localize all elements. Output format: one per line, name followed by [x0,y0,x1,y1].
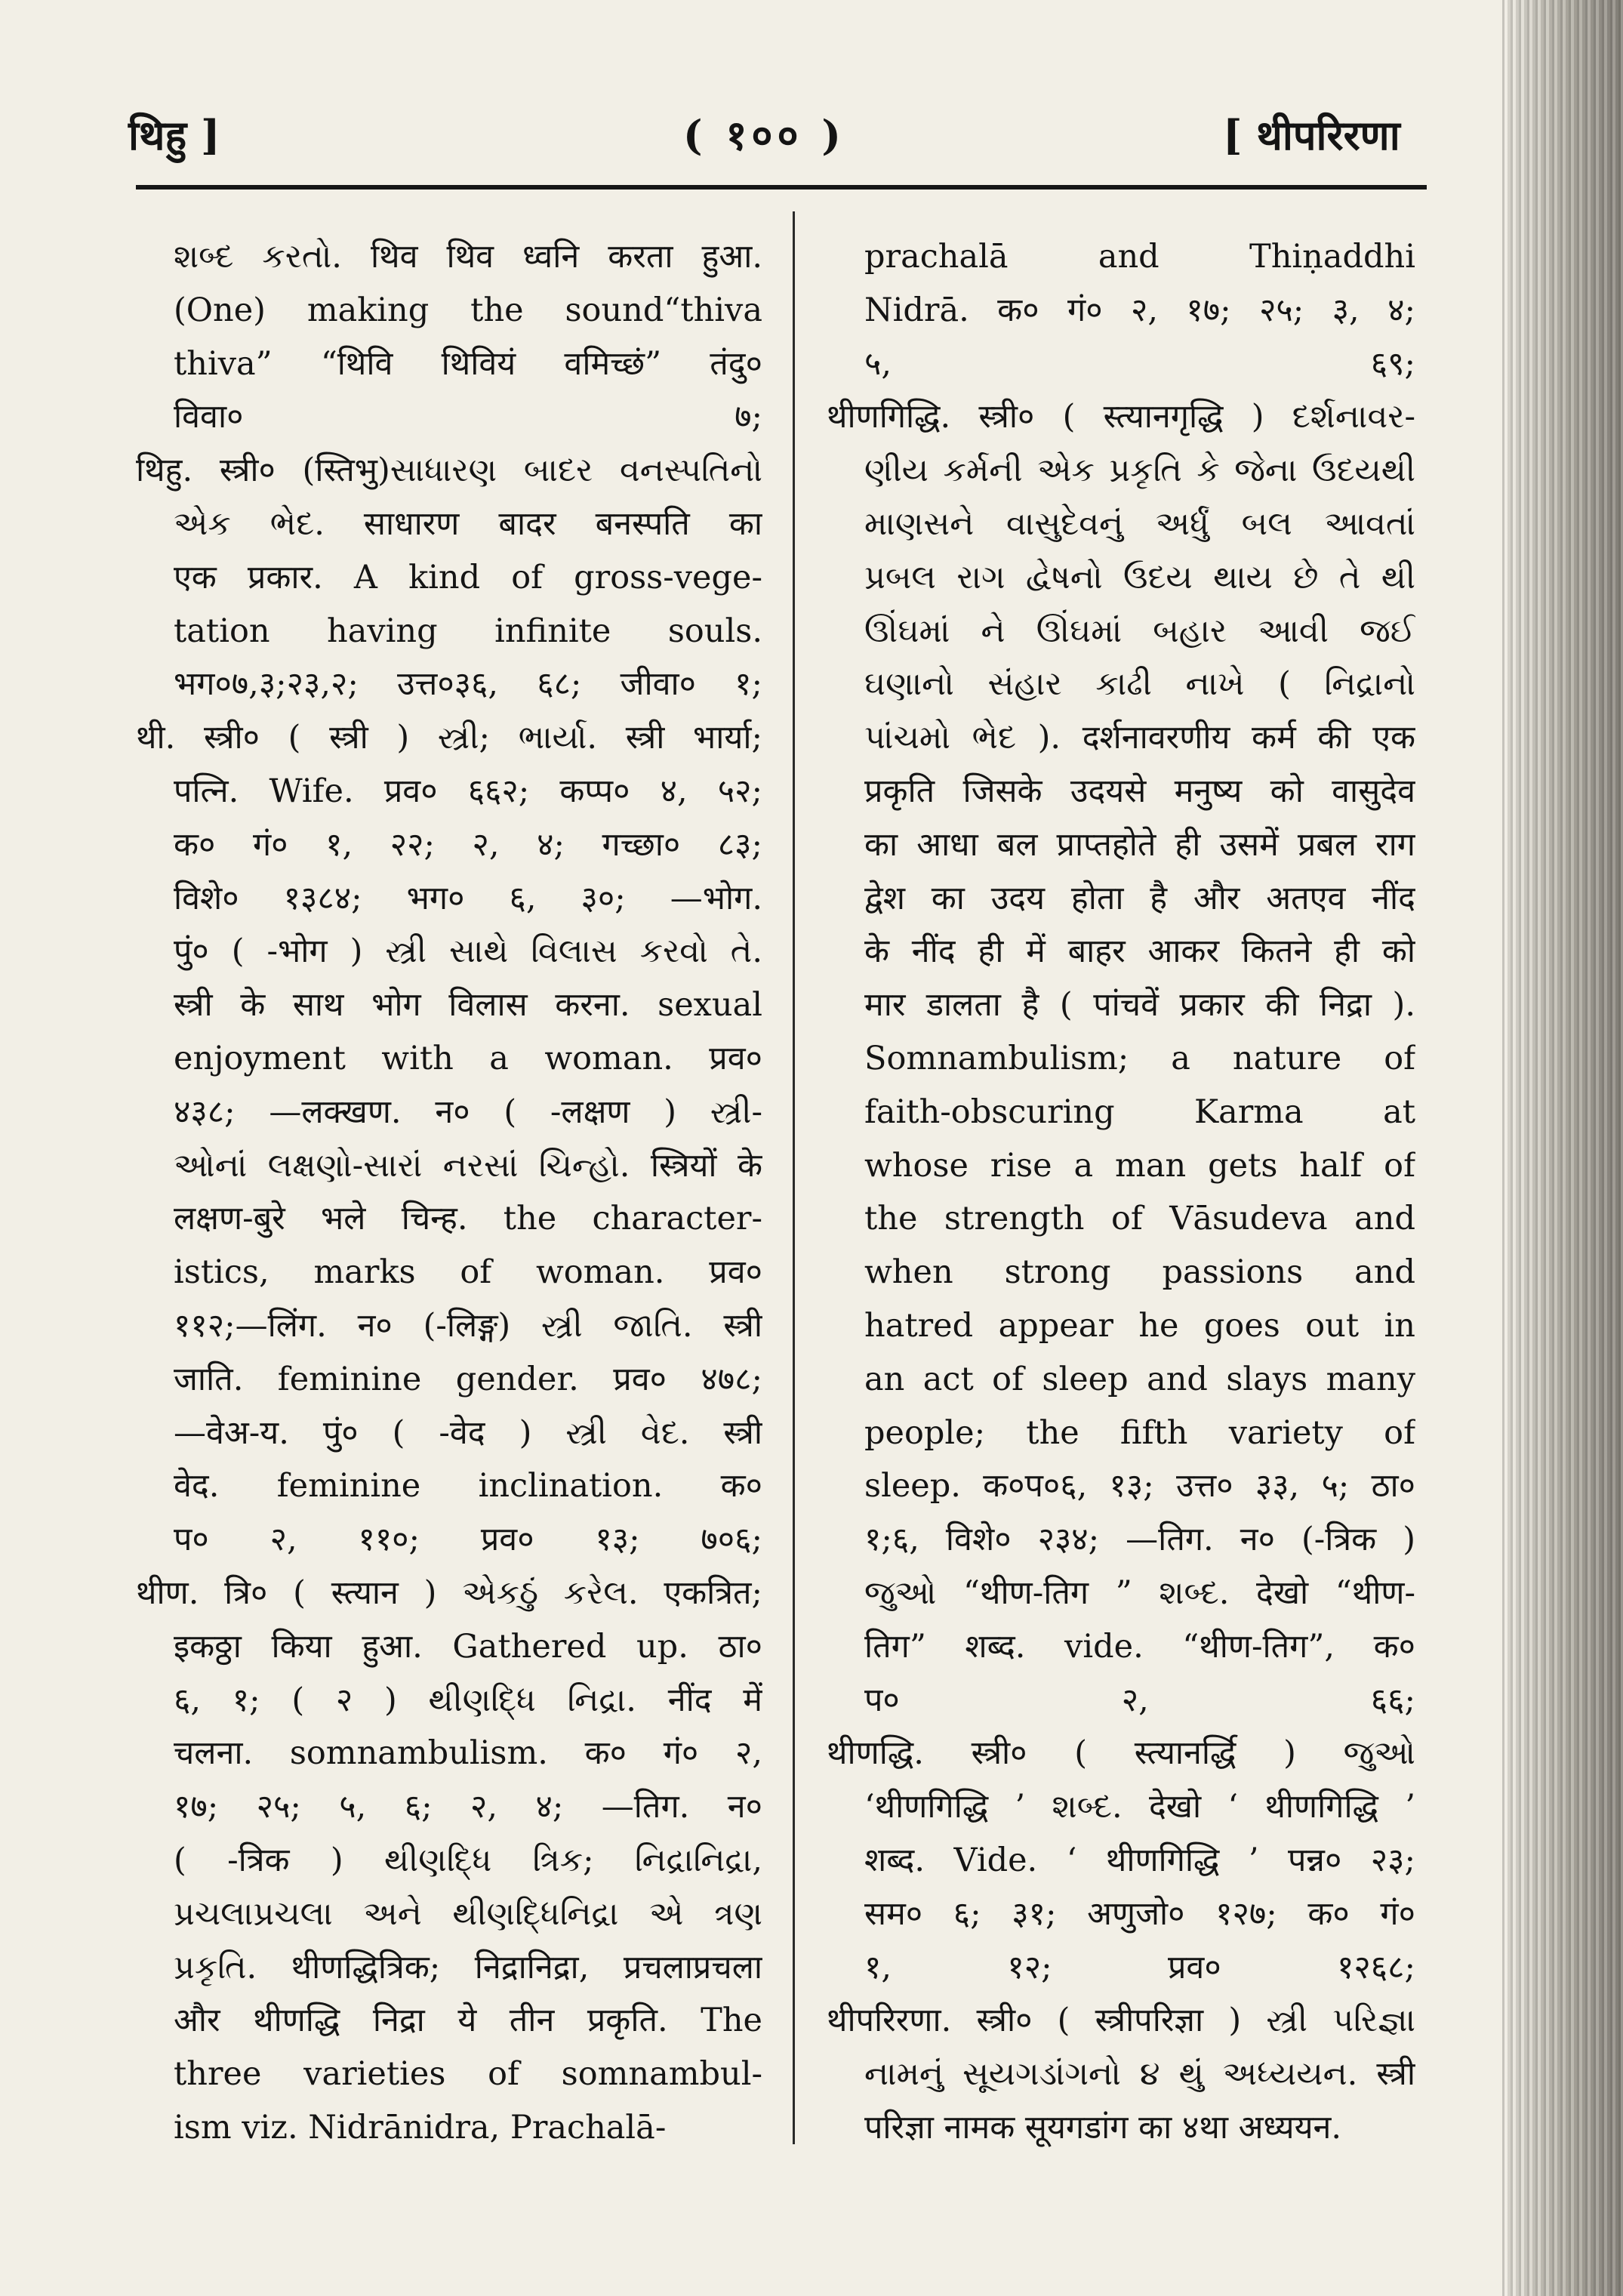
header-first-entry: थिहु ] [128,111,220,159]
text-line: prachalā and Thiṇaddhi [864,238,1415,276]
column-divider [793,211,795,2144]
text-line: people; the fifth variety of [864,1413,1415,1452]
text-line: પાંચમો ભેદ ). दर्शनावरणीय कर्म की एक [864,719,1415,757]
text-line: (One) making the sound“thiva [174,291,762,329]
text-line: when strong passions and [864,1253,1415,1292]
text-line: लक्षण-बुरे भले चिन्ह. the character- [174,1200,762,1238]
text-line: विशे० १३८४; भग० ६, ३०; —भोग. [174,879,762,917]
text-line: इकठ्ठा किया हुआ. Gathered up. ठा० [174,1627,762,1666]
text-line: પ્રચલાપ્રચલા અને થીણદ્ધિનિદ્રા એ ત્રણ [174,1894,762,1933]
text-line: १;६, विशे० २३४; —तिग. न० (-त्रिक ) [864,1521,1415,1559]
text-line: ઘણાનો સંહાર કાઢી નાખે ( નિદ્રાનો [864,665,1415,704]
entry-headword-line: थीणगिद्धि. स्त्री० ( स्त्यानगृद्धि ) દર્શનાવર- [827,398,1415,436]
text-line: જુઓ “थीण-तिग ” શબ્દ. देखो “थीण- [864,1573,1415,1612]
header-last-entry: [ थीपरिरणा [1223,111,1400,159]
text-line: three varieties of somnambul- [174,2055,762,2094]
text-line: पत्नि. Wife. प्रव० ६६२; कप्प० ४, ५२; [174,772,762,810]
text-line: —वेअ-य. पुं० ( -वेद ) સ્ત્રી વેદ. स्त्री [174,1413,762,1452]
text-line: Somnambulism; a nature of [864,1039,1415,1077]
text-line: એક ભેદ. साधारण बादर बनस्पति का [174,504,762,543]
text-line: enjoyment with a woman. प्रव० [174,1039,762,1077]
text-line: ણીય કર્મની એક પ્રકૃતિ કે જેના ઉદયથી [864,451,1415,490]
page-edge-shadow [1502,0,1623,2296]
text-line: जाति. feminine gender. प्रव० ४७८; [174,1360,762,1398]
text-line: tation having infinite souls. [174,612,762,650]
right-column [827,230,1415,2155]
text-line: चलना. somnambulism. क० गं० २, [174,1734,762,1773]
text-line: ઓનાં લક્ષણો-સારાં નરસાં ચિન્હો. स्त्रियों के [174,1146,762,1185]
text-line: का आधा बल प्राप्तहोते ही उसमें प्रबल राग [864,825,1415,864]
text-line: istics, marks of woman. प्रव० [174,1253,762,1292]
text-line: whose rise a man gets half of [864,1146,1415,1185]
text-line: thiva” “थिवि थिवियं वमिच्छं” तंदु० [174,344,762,383]
text-line: प० २, ११०; प्रव० १३; ७०६; [174,1521,762,1559]
left-column [136,230,762,2155]
text-line: स्त्री के साथ भोग विलास करना. sexual [174,986,762,1025]
text-line: १७; २५; ५, ६; २, ४; —तिग. न० [174,1788,762,1826]
text-line: सम० ६; ३१; अणुजो० १२७; क० गं० [864,1894,1415,1933]
entry-headword-line: थीण. त्रि० ( स्त्यान ) એકઠું કરેલ. एकत्रित; [136,1573,762,1612]
entry-headword-line: थीपरिरणा. स्त्री० ( स्त्रीपरिज्ञा ) સ્ત્રી પરિજ્ઞા [827,2002,1415,2040]
text-line: ४३८; —लक्खण. न० ( -लक्षण ) સ્ત્રી- [174,1093,762,1131]
text-line: प्रकृति जिसके उदयसे मनुष्य को वासुदेव [864,772,1415,810]
text-line: ५, ६९; [864,344,1415,383]
text-line: પ્રબલ રાગ દ્વેષનો ઉદય થાય છે તે થી [864,558,1415,596]
text-line: वेद. feminine inclination. क० [174,1467,762,1505]
text-line: sleep. क०प०६, १३; उत्त० ३३, ५; ठा० [864,1467,1415,1505]
text-line: प० २, ६६; [864,1681,1415,1719]
page-number: ( १०० ) [683,111,845,159]
entry-headword-line: थीणद्धि. स्त्री० ( स्त्यानर्द्धि ) જુઓ [827,1734,1415,1773]
text-line: શબ્દ કરતો. थिव थिव ध्वनि करता हुआ. [174,238,762,276]
text-line: परिज्ञा नामक सूयगडांग का ४था अध्ययन. [864,2108,1342,2147]
text-line: નામનું સૂયગડાંગનો ૪ થું અધ્યયન. स्त्री [864,2055,1415,2094]
text-line: भग०७,३;२३,२; उत्त०३६, ६८; जीवा० १; [174,665,762,704]
text-line: और थीणद्धि निद्रा ये तीन प्रकृति. The [174,2002,762,2040]
text-line: ( -त्रिक ) થીણદ્ધિ ત્રિક; નિદ્રાનિદ્રા, [174,1841,762,1879]
text-line: क० गं० १, २२; २, ४; गच्छा० ८३; [174,825,762,864]
entry-headword-line: थिहु. स्त्री० (स्तिभु)સાધારણ બાદર વનસ્પતિનો [136,451,762,490]
text-line: एक प्रकार. A kind of gross-vege- [174,558,762,596]
text-line: માણસને વાસુદેવનું અર્ધું બલ આવતાં [864,504,1415,543]
text-line: hatred appear he goes out in [864,1306,1415,1345]
header-rule [136,185,1427,190]
text-line: ‘थीणगिद्धि ’ શબ્દ. देखो ‘ थीणगिद्धि ’ [864,1788,1415,1826]
text-line: तिग” शब्द. vide. “थीण-तिग”, क० [864,1627,1415,1666]
text-line: ઊંઘમાં ને ઊંઘમાં બહાર આવી જઈ [864,612,1415,650]
text-line: પ્રકૃતિ. थीणद्धित्रिक; निद्रानिद्रा, प्रचलाप्रचला [174,1948,762,1986]
text-line: शब्द. Vide. ‘ थीणगिद्धि ’ पन्न० २३; [864,1841,1415,1879]
text-line: faith-obscuring Karma at [864,1093,1415,1131]
text-line: an act of sleep and slays many [864,1360,1415,1398]
text-line: द्वेश का उदय होता है और अतएव नींद [864,879,1415,917]
text-line: ६, १; ( २ ) થીણદ્ધિ નિદ્રા. नींद में [174,1681,762,1719]
entry-headword-line: थी. स्त्री० ( स्त्री ) સ્ત્રી; ભાર્યા. स्त्री भार्या; [136,719,762,757]
text-line: पुं० ( -भोग ) સ્ત્રી સાથે વિલાસ કરવો તે. [174,932,762,971]
text-line: के नींद ही में बाहर आकर कितने ही को [864,932,1415,971]
text-line: विवा० ७; [174,398,762,436]
text-line: ११२;—लिंग. न० (-लिङ्ग) સ્ત્રી જાતિ. स्त्री [174,1306,762,1345]
text-line: the strength of Vāsudeva and [864,1200,1415,1238]
text-line: ism viz. Nidrānidra, Prachalā- [174,2108,667,2147]
text-line: Nidrā. क० गं० २, १७; २५; ३, ४; [864,291,1415,329]
text-line: १, १२; प्रव० १२६८; [864,1948,1415,1986]
text-line: मार डालता है ( पांचवें प्रकार की निद्रा ). [864,986,1415,1025]
